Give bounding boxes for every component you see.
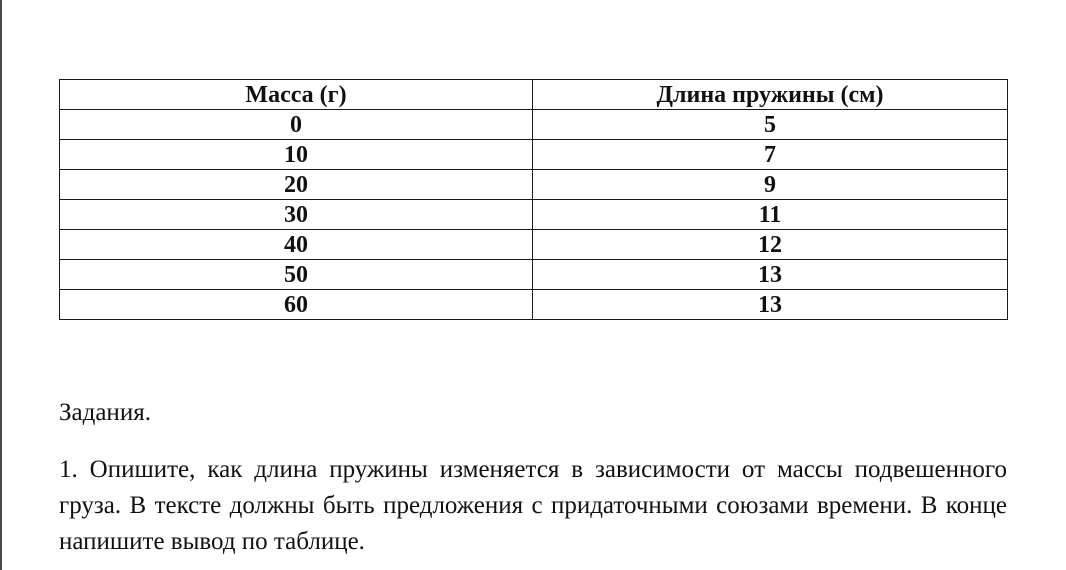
cell-length: 5 xyxy=(533,110,1008,140)
cell-length: 9 xyxy=(533,170,1008,200)
table-row xyxy=(60,290,1008,320)
cell-mass: 60 xyxy=(60,290,533,320)
cell-length: 12 xyxy=(533,230,1008,260)
task-item-1: 1. Опишите, как длина пружины изменяется в зависимости от массы подвешенного груза. В тексте должны быть предложения с придаточными союзами времени. В конце напишите вывод по таблице. xyxy=(59,456,1007,555)
header-spring-length: Длина пружины (см) xyxy=(533,80,1008,110)
tasks-heading: Задания. xyxy=(59,399,151,426)
cell-length: 13 xyxy=(533,260,1008,290)
cell-length: 13 xyxy=(533,290,1008,320)
table-row xyxy=(60,110,1008,140)
cell-length: 11 xyxy=(533,200,1008,230)
header-mass: Масса (г) xyxy=(60,80,533,110)
mass-spring-table xyxy=(59,79,1008,320)
table-row xyxy=(60,260,1008,290)
cell-mass: 40 xyxy=(60,230,533,260)
cell-mass: 50 xyxy=(60,260,533,290)
table-row xyxy=(60,200,1008,230)
cell-mass: 0 xyxy=(60,110,533,140)
table-row xyxy=(60,140,1008,170)
page-left-border xyxy=(0,0,2,570)
cell-length: 7 xyxy=(533,140,1008,170)
cell-mass: 30 xyxy=(60,200,533,230)
table-header-row xyxy=(60,80,1008,110)
cell-mass: 20 xyxy=(60,170,533,200)
table-row xyxy=(60,170,1008,200)
cell-mass: 10 xyxy=(60,140,533,170)
table-row xyxy=(60,230,1008,260)
